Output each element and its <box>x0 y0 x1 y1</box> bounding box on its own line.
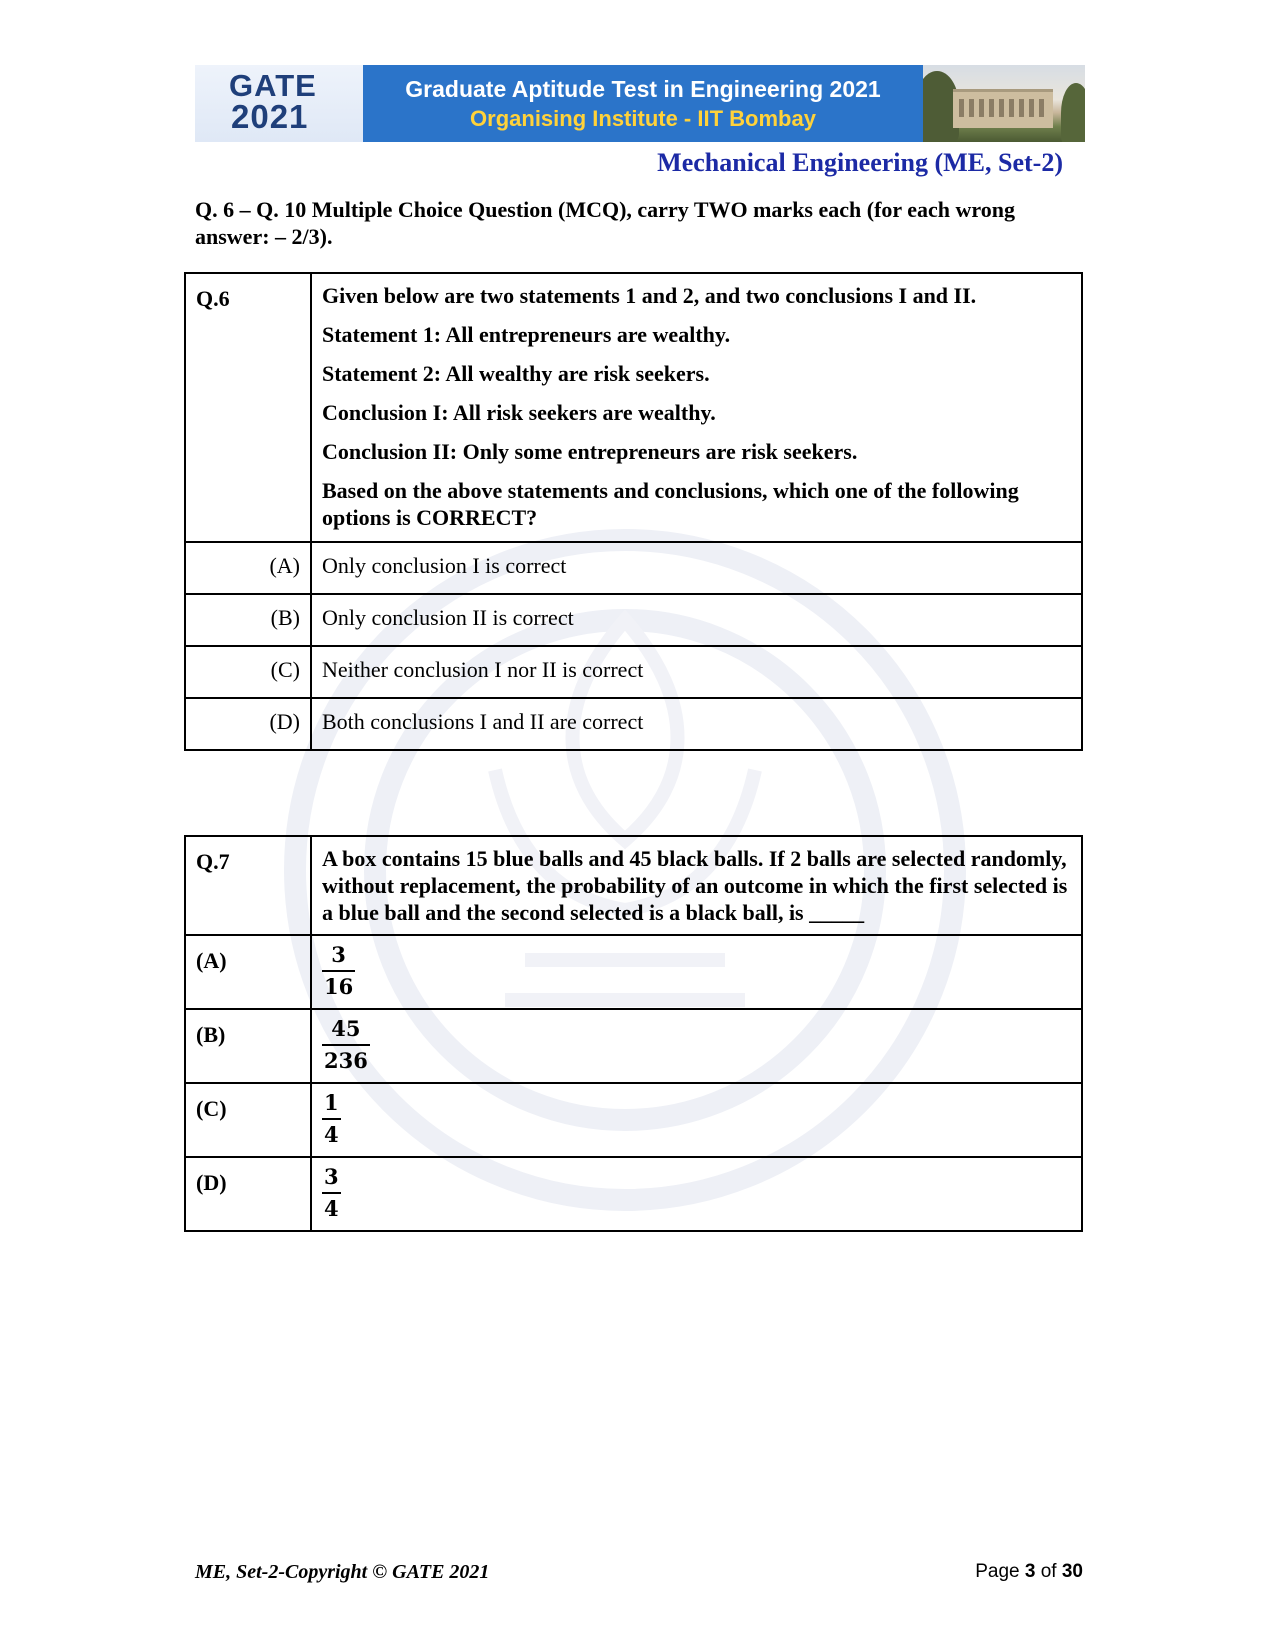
question-line: Given below are two statements 1 and 2, and two conclusions I and II. <box>322 283 977 308</box>
option-row <box>185 594 1082 646</box>
campus-photo <box>923 65 1085 142</box>
option-label: (D) <box>185 698 311 750</box>
page-number <box>975 1561 1083 1583</box>
question-number: Q.6 <box>185 273 311 542</box>
question-7-text: A box contains 15 blue balls and 45 black balls. If 2 balls are selected randomly, without replacement, the probability of an outcome in which the first selected is a blue ball and the second selected is a black ball, is _____ <box>311 836 1082 935</box>
question-6-table <box>184 272 1083 751</box>
page-prefix: Page <box>975 1561 1025 1582</box>
fraction-numerator: 3 <box>324 1164 339 1189</box>
option-fraction <box>311 1009 1082 1083</box>
logo-year-text: 2021 <box>231 98 309 135</box>
option-label: (A) <box>185 542 311 594</box>
option-fraction <box>311 1083 1082 1157</box>
section-instructions: Q. 6 – Q. 10 Multiple Choice Question (MCQ), carry TWO marks each (for each wrong answer: – 2/3). <box>195 197 1016 249</box>
option-row <box>185 698 1082 750</box>
option-label: (C) <box>185 646 311 698</box>
tree-right <box>1061 83 1085 142</box>
conclusion-1: Conclusion I: All risk seekers are wealthy. <box>322 400 716 425</box>
question-7-table <box>184 835 1083 1232</box>
option-text: Only conclusion II is correct <box>311 594 1082 646</box>
exam-banner <box>195 65 1085 142</box>
fraction-numerator: 45 <box>331 1016 361 1041</box>
question-6-body <box>311 273 1082 542</box>
banner-subtitle: Organising Institute - IIT Bombay <box>470 105 816 131</box>
option-label: (B) <box>185 1009 311 1083</box>
option-row <box>185 1157 1082 1231</box>
option-row <box>185 1083 1082 1157</box>
conclusion-2: Conclusion II: Only some entrepreneurs are risk seekers. <box>322 439 858 464</box>
option-text: Both conclusions I and II are correct <box>311 698 1082 750</box>
fraction-numerator: 3 <box>331 942 346 967</box>
fraction-denominator: 4 <box>322 1118 341 1148</box>
statement-2: Statement 2: All wealthy are risk seekers. <box>322 361 710 386</box>
page-current: 3 <box>1024 1561 1036 1582</box>
statement-1: Statement 1: All entrepreneurs are wealthy. <box>322 322 731 347</box>
option-label: (C) <box>185 1083 311 1157</box>
logo-gate-text: GATE <box>229 68 317 103</box>
option-text: Neither conclusion I nor II is correct <box>311 646 1082 698</box>
fraction-denominator: 16 <box>322 970 355 1000</box>
page-mid: of <box>1035 1561 1062 1582</box>
fraction-numerator: 1 <box>324 1090 339 1115</box>
option-label: (B) <box>185 594 311 646</box>
fraction-denominator: 4 <box>322 1192 341 1222</box>
banner-title: Graduate Aptitude Test in Engineering 2021 <box>405 75 881 102</box>
option-label: (D) <box>185 1157 311 1231</box>
option-row <box>185 646 1082 698</box>
option-text: Only conclusion I is correct <box>311 542 1082 594</box>
building-windows <box>959 99 1047 117</box>
page-total: 30 <box>1061 1561 1083 1582</box>
option-fraction <box>311 1157 1082 1231</box>
footer-copyright: ME, Set-2-Copyright © GATE 2021 <box>195 1561 490 1583</box>
gate-logo <box>195 65 363 142</box>
banner-text <box>363 65 923 142</box>
option-fraction <box>311 935 1082 1009</box>
question-number: Q.7 <box>185 836 311 935</box>
option-row <box>185 1009 1082 1083</box>
option-label: (A) <box>185 935 311 1009</box>
fraction-denominator: 236 <box>322 1044 370 1074</box>
question-prompt: Based on the above statements and conclusions, which one of the following options is CORRECT? <box>322 478 1019 530</box>
option-row <box>185 935 1082 1009</box>
subject-title: Mechanical Engineering (ME, Set-2) <box>657 148 1063 177</box>
option-row <box>185 542 1082 594</box>
